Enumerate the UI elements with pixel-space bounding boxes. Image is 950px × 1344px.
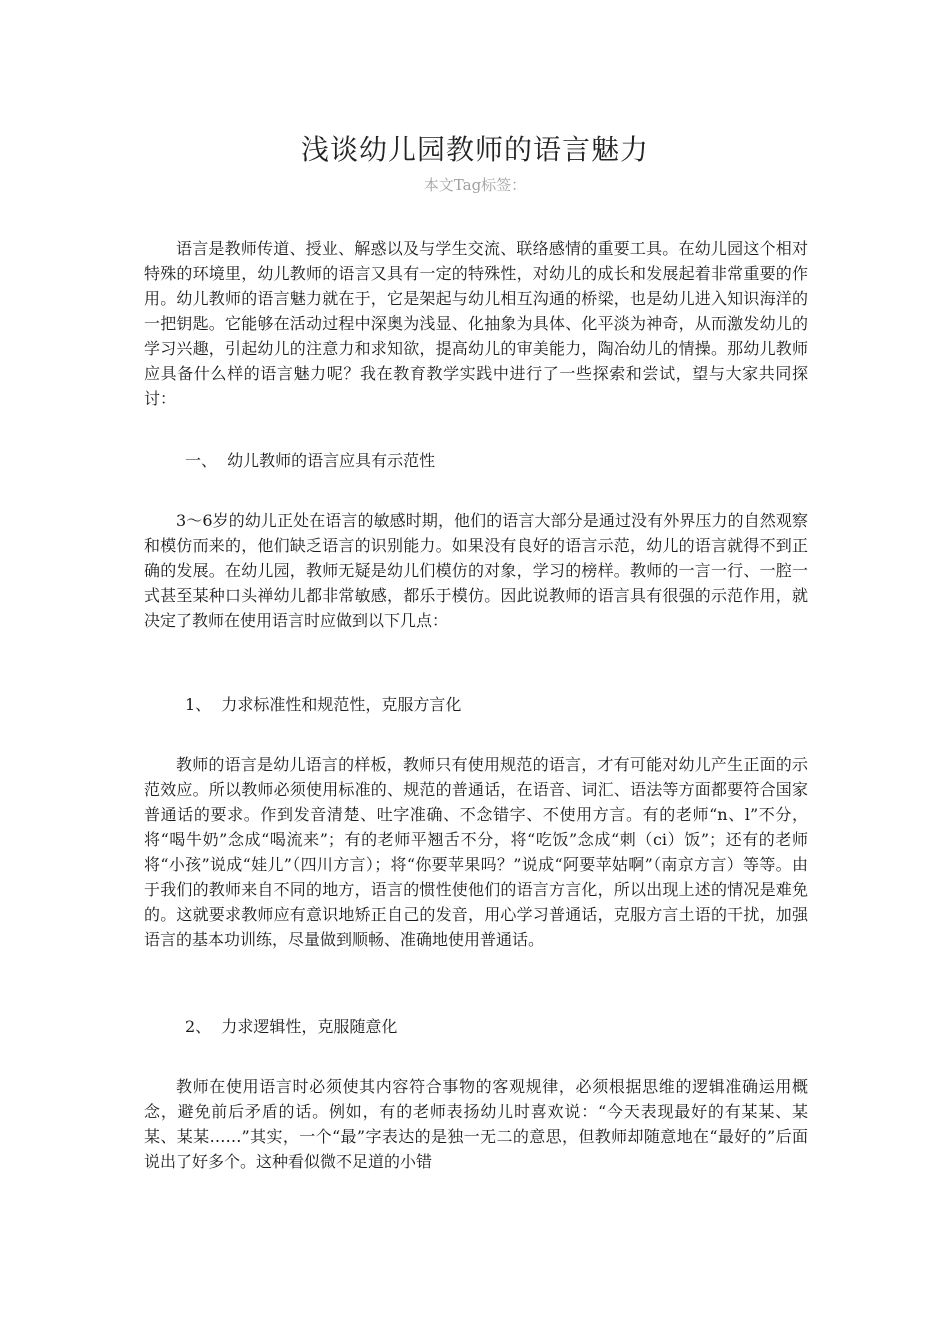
subsection-2-paragraph: 教师在使用语言时必须使其内容符合事物的客观规律，必须根据思维的逻辑准确运用概念，避免前后矛盾的话。例如，有的老师表扬幼儿时喜欢说：“今天表现最好的有某某、某某、某某……”其实，一个“最”字表达的是独一无二的意思，但教师却随意地在“最好的”后面说出了好多个。这种看似微不足道的小错 (144, 1077, 808, 1171)
subsection-heading-1: 1、 力求标准性和规范性，克服方言化 (185, 695, 462, 714)
document-title: 浅谈幼儿园教师的语言魅力 (300, 133, 649, 166)
subsection-1-paragraph: 教师的语言是幼儿语言的样板，教师只有使用规范的语言，才有可能对幼儿产生正面的示范效应。所以教师必须使用标准的、规范的普通话，在语音、词汇、语法等方面都要符合国家普通话的要求。作到发音清楚、吐字准确、不念错字、不使用方言。有的老师“n、l”不分，将“喝牛奶”念成“喝流来”；有的老师平翘舌不分，将“吃饭”念成“刺（ci）饭”；还有的老师将“小孩”说成“娃儿”（四川方言）；将“你要苹果吗？”说成“阿要苹姑啊”（南京方言）等等。由于我们的教师来自不同的地方，语言的惯性使他们的语言方言化，所以出现上述的情况是难免的。这就要求教师应有意识地矫正自己的发音，用心学习普通话，克服方言土语的干扰，加强语言的基本功训练，尽量做到顺畅、准确地使用普通话。 (144, 755, 808, 949)
subsection-heading-2: 2、 力求逻辑性，克服随意化 (185, 1017, 398, 1036)
tag-label: 本文Tag标签： (423, 176, 527, 194)
section-1-paragraph: 3～6岁的幼儿正处在语言的敏感时期，他们的语言大部分是通过没有外界压力的自然观察和模仿而来的，他们缺乏语言的识别能力。如果没有良好的语言示范，幼儿的语言就得不到正确的发展。在幼儿园，教师无疑是幼儿们模仿的对象，学习的榜样。教师的一言一行、一腔一式甚至某种口头禅幼儿都非常敏感，都乐于模仿。因此说教师的语言具有很强的示范作用，就决定了教师在使用语言时应做到以下几点： (144, 511, 808, 630)
section-heading-1: 一、 幼儿教师的语言应具有示范性 (185, 451, 436, 470)
intro-paragraph: 语言是教师传道、授业、解惑以及与学生交流、联络感情的重要工具。在幼儿园这个相对特殊的环境里，幼儿教师的语言又具有一定的特殊性，对幼儿的成长和发展起着非常重要的作用。幼儿教师的语言魅力就在于，它是架起与幼儿相互沟通的桥梁，也是幼儿进入知识海洋的一把钥匙。它能够在活动过程中深奥为浅显、化抽象为具体、化平淡为神奇，从而激发幼儿的学习兴趣，引起幼儿的注意力和求知欲，提高幼儿的审美能力，陶冶幼儿的情操。那幼儿教师应具备什么样的语言魅力呢？我在教育教学实践中进行了一些探索和尝试，望与大家共同探讨： (144, 239, 808, 408)
